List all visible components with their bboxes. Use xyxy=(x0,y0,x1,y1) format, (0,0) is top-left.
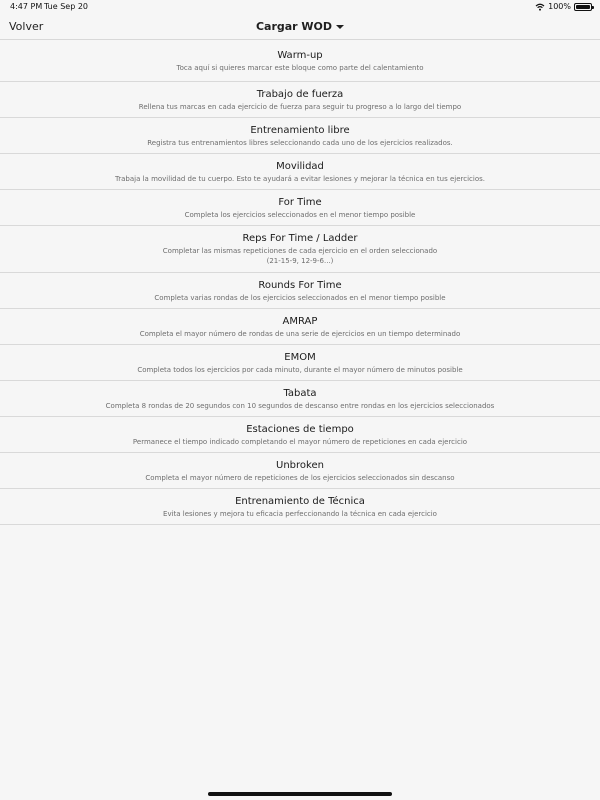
item-description: Registra tus entrenamientos libres seleccionando cada uno de los ejercicios realizados. xyxy=(147,138,453,147)
list-item-amrap[interactable] xyxy=(0,309,600,345)
navigation-bar xyxy=(0,14,600,40)
item-description: Toca aquí si quieres marcar este bloque como parte del calentamiento xyxy=(176,64,424,72)
chevron-down-icon xyxy=(336,25,344,29)
list-item-tabata[interactable] xyxy=(0,381,600,417)
item-description: Permanece el tiempo indicado completando el mayor número de repeticiones en cada ejercicio xyxy=(132,437,468,446)
list-item-warm-up[interactable] xyxy=(0,41,600,82)
page-title-label: Cargar WOD xyxy=(255,20,333,33)
list-item-reps-for-time-ladder[interactable] xyxy=(0,226,600,273)
item-title: Reps For Time / Ladder xyxy=(242,233,358,244)
status-date: Tue Sep 20 xyxy=(44,2,89,11)
list-item-entrenamiento-libre[interactable] xyxy=(0,118,600,154)
wod-type-list xyxy=(0,41,600,525)
status-time: 4:47 PM xyxy=(10,2,43,11)
item-description: Evita lesiones y mejora tu eficacia perfeccionando la técnica en cada ejercicio xyxy=(163,509,437,518)
item-description: Rellena tus marcas en cada ejercicio de fuerza para seguir tu progreso a lo largo del tiempo xyxy=(138,102,462,111)
wifi-icon xyxy=(535,3,545,11)
list-item-estaciones-de-tiempo[interactable] xyxy=(0,417,600,453)
item-description: Completa varias rondas de los ejercicios seleccionados en el menor tiempo posible xyxy=(154,293,446,302)
item-title: For Time xyxy=(278,196,322,208)
battery-icon xyxy=(574,3,592,11)
item-description: Trabaja la movilidad de tu cuerpo. Esto te ayudará a evitar lesiones y mejorar la técnica en tus ejercicios. xyxy=(115,174,485,183)
item-title: Entrenamiento de Técnica xyxy=(235,495,365,507)
item-description: Completa el mayor número de repeticiones de los ejercicios seleccionados sin descanso xyxy=(145,473,455,482)
list-item-unbroken[interactable] xyxy=(0,453,600,489)
battery-percent: 100% xyxy=(548,2,571,11)
item-title: Unbroken xyxy=(276,459,324,471)
list-item-movilidad[interactable] xyxy=(0,154,600,190)
list-item-for-time[interactable] xyxy=(0,190,600,226)
list-item-entrenamiento-de-tecnica[interactable] xyxy=(0,489,600,525)
item-title: Rounds For Time xyxy=(258,279,342,291)
item-description: Completa todos los ejercicios por cada minuto, durante el mayor número de minutos posible xyxy=(137,365,463,374)
item-title: Tabata xyxy=(283,387,317,399)
item-title: Warm-up xyxy=(277,50,323,61)
item-title: EMOM xyxy=(284,351,316,363)
item-description: Completa el mayor número de rondas de una serie de ejercicios en un tiempo determinado xyxy=(139,329,461,338)
item-title: Movilidad xyxy=(276,160,324,172)
page-title[interactable] xyxy=(0,20,600,33)
item-description: Completar las mismas repeticiones de cada ejercicio en el orden seleccionado xyxy=(162,247,438,255)
list-item-trabajo-de-fuerza[interactable] xyxy=(0,82,600,118)
item-title: Estaciones de tiempo xyxy=(246,423,354,435)
item-description-example: (21-15-9, 12-9-6...) xyxy=(266,257,334,265)
list-item-emom[interactable] xyxy=(0,345,600,381)
item-description: Completa los ejercicios seleccionados en el menor tiempo posible xyxy=(184,210,416,219)
home-indicator[interactable] xyxy=(208,792,392,796)
item-title: Entrenamiento libre xyxy=(250,124,350,136)
item-title: AMRAP xyxy=(282,315,318,327)
status-indicators xyxy=(535,2,592,11)
status-bar xyxy=(0,0,600,14)
item-description: Completa 8 rondas de 20 segundos con 10 segundos de descanso entre rondas en los ejercicios seleccionados xyxy=(105,401,495,410)
item-title: Trabajo de fuerza xyxy=(256,88,344,100)
list-item-rounds-for-time[interactable] xyxy=(0,273,600,309)
back-button[interactable]: Volver xyxy=(9,20,44,33)
